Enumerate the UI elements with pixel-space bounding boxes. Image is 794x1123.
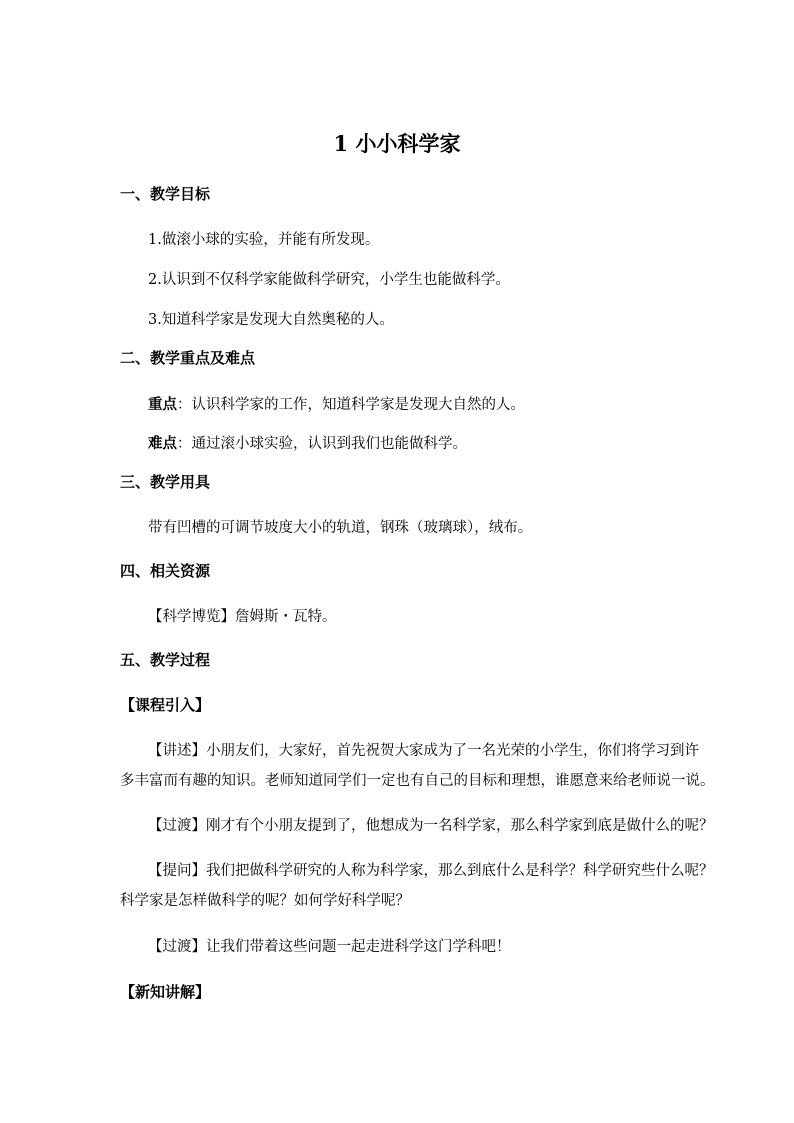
key-point-line xyxy=(148,396,525,414)
objective-item: 1.做滚小球的实验，并能有所发现。 xyxy=(148,232,380,248)
difficulty-text: ：通过滚小球实验，认识到我们也能做科学。 xyxy=(177,436,467,452)
section-heading-key-points: 二、教学重点及难点 xyxy=(120,349,256,367)
paragraph-line: 【过渡】刚才有个小朋友提到了，他想成为一名科学家，那么科学家到底是做什么的呢？ xyxy=(148,818,714,834)
section-heading-objectives: 一、教学目标 xyxy=(120,185,211,203)
paragraph-line: 科学家是怎样做科学的呢？如何学好科学呢？ xyxy=(120,893,410,909)
new-knowledge-heading: 【新知讲解】 xyxy=(120,983,211,1001)
objective-item: 2.认识到不仅科学家能做科学研究，小学生也能做科学。 xyxy=(148,272,510,288)
materials-text: 带有凹槽的可调节坡度大小的轨道，钢珠（玻璃球），绒布。 xyxy=(148,520,533,536)
document-title: 1 小小科学家 xyxy=(333,131,461,156)
key-point-label: 重点 xyxy=(148,396,177,413)
paragraph-line: 【过渡】让我们带着这些问题一起走进科学这门学科吧！ xyxy=(148,939,511,955)
key-point-text: ：认识科学家的工作，知道科学家是发现大自然的人。 xyxy=(177,397,525,413)
difficulty-label: 难点 xyxy=(148,435,177,452)
resources-text: 【科学博览】詹姆斯・瓦特。 xyxy=(148,609,337,625)
paragraph-line: 【讲述】小朋友们，大家好，首先祝贺大家成为了一名光荣的小学生，你们将学习到许 xyxy=(148,743,699,759)
paragraph-line: 【提问】我们把做科学研究的人称为科学家，那么到底什么是科学？科学研究些什么呢？ xyxy=(148,863,714,879)
objective-item: 3.知道科学家是发现大自然奥秘的人。 xyxy=(148,312,394,328)
paragraph-line: 多丰富而有趣的知识。老师知道同学们一定也有自己的目标和理想，谁愿意来给老师说一说。 xyxy=(120,773,715,789)
difficulty-line xyxy=(148,435,467,453)
section-heading-process: 五、教学过程 xyxy=(120,651,211,669)
course-intro-heading: 【课程引入】 xyxy=(120,696,211,714)
section-heading-materials: 三、教学用具 xyxy=(120,473,211,491)
section-heading-resources: 四、相关资源 xyxy=(120,562,211,580)
